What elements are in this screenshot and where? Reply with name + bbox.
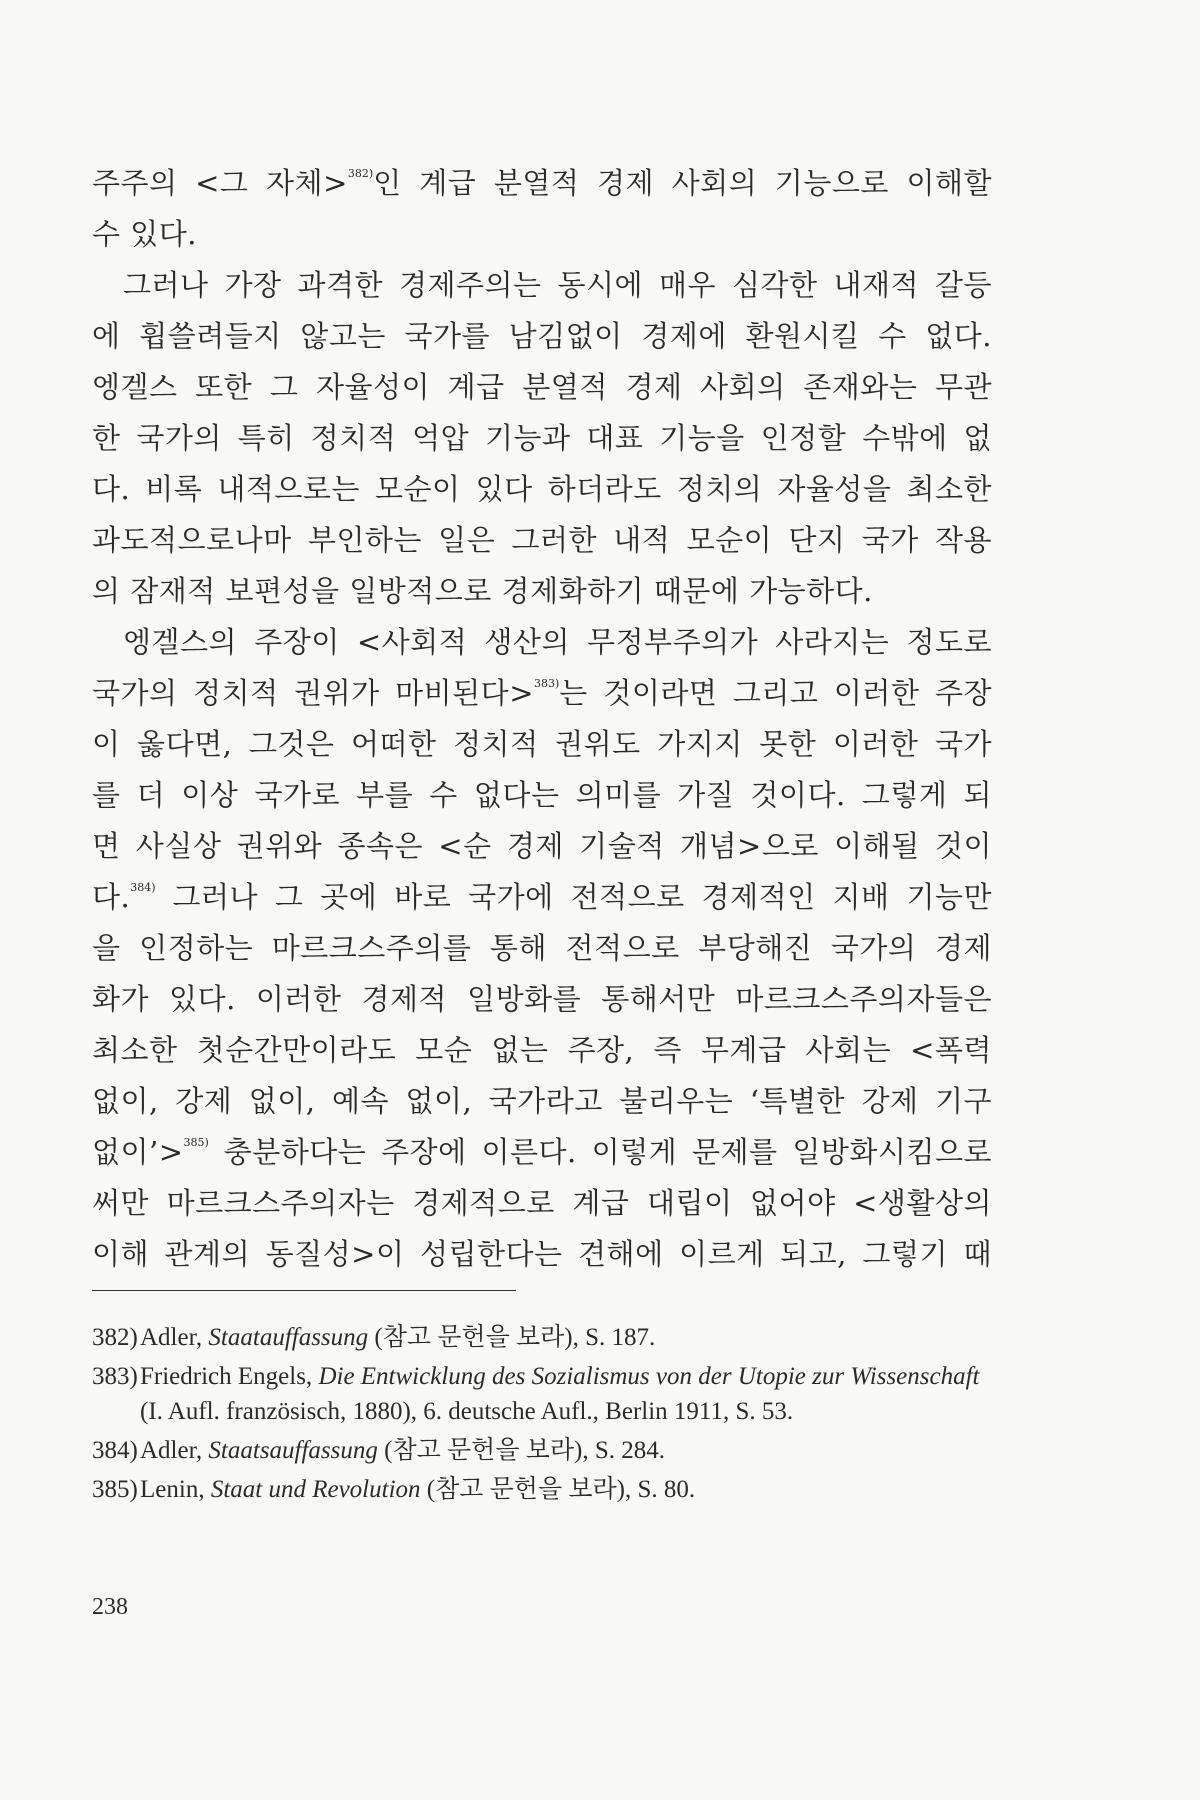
page-number: 238	[92, 1594, 128, 1620]
text-line: 이 옳다면, 그것은 어떠한 정치적 권위도 가지지 못한 이러한 국가	[92, 727, 992, 761]
text-line: 엥겔스 또한 그 자율성이 계급 분열적 경제 사회의 존재와는 무관	[92, 370, 992, 404]
work-title: Staatauffassung	[208, 1324, 369, 1351]
text-line: 에 휩쓸려들지 않고는 국가를 남김없이 경제에 환원시킬 수 없다.	[92, 319, 992, 353]
text-line: 주주의 <그 자체>$^{382)}$인 계급 분열적 경제 사회의 기능으로 이해할	[92, 166, 992, 200]
footnote	[92, 1433, 992, 1468]
work-title: Die Entwicklung des Sozialismus von der Utopie zur Wissenschaft	[318, 1363, 980, 1390]
footnote-number: 385)	[92, 1476, 138, 1503]
text-line: 엥겔스의 주장이 <사회적 생산의 무정부주의가 사라지는 정도로	[123, 625, 992, 659]
footnote	[92, 1359, 992, 1429]
footnote-text: Adler, Staatauffassung (참고 문헌을 보라), S. 187.	[140, 1324, 656, 1351]
footnote-divider	[92, 1290, 516, 1291]
footnote	[92, 1320, 992, 1355]
work-title: Staatsauffassung	[208, 1437, 378, 1464]
footnote-ref[interactable]: 384)	[130, 881, 156, 894]
text-line: 이해 관계의 동질성>이 성립한다는 견해에 이르게 되고, 그렇기 때	[92, 1237, 992, 1271]
footnotes	[92, 1320, 992, 1511]
footnote-text: Lenin, Staat und Revolution (참고 문헌을 보라), S. 80.	[140, 1476, 696, 1503]
text-line: 한 국가의 특히 정치적 억압 기능과 대표 기능을 인정할 수밖에 없	[92, 421, 992, 455]
paragraph	[92, 260, 992, 617]
text-line: 면 사실상 권위와 종속은 <순 경제 기술적 개념>으로 이해될 것이	[92, 829, 992, 863]
text-line: 그러나 가장 과격한 경제주의는 동시에 매우 심각한 내재적 갈등	[123, 268, 992, 302]
footnote-text: Adler, Staatsauffassung (참고 문헌을 보라), S. 284.	[140, 1437, 666, 1464]
text-line: 화가 있다. 이러한 경제적 일방화를 통해서만 마르크스주의자들은	[92, 982, 992, 1016]
paragraph	[92, 158, 992, 260]
footnote-ref[interactable]: 383)	[534, 677, 560, 690]
footnote-text: Friedrich Engels, Die Entwicklung des Sozialismus von der Utopie zur Wissenschaft (I. Aufl. französisch, 1880), 6. deutsche Aufl., Berlin 1911, S. 53.	[140, 1363, 980, 1425]
footnote-number: 382)	[92, 1324, 138, 1351]
footnote-number: 383)	[92, 1363, 138, 1390]
text-line: 을 인정하는 마르크스주의를 통해 전적으로 부당해진 국가의 경제	[92, 931, 992, 965]
text-line: 다.$^{384)}$ 그러나 그 곳에 바로 국가에 전적으로 경제적인 지배 기능만	[92, 880, 992, 914]
footnote	[92, 1472, 992, 1507]
text-line: 수 있다.	[92, 217, 197, 251]
text-line: 과도적으로나마 부인하는 일은 그러한 내적 모순이 단지 국가 작용	[92, 523, 992, 557]
text-line: 최소한 첫순간만이라도 모순 없는 주장, 즉 무계급 사회는 <폭력	[92, 1033, 992, 1067]
footnote-number: 384)	[92, 1437, 138, 1464]
work-title: Staat und Revolution	[210, 1476, 421, 1503]
text-line: 없이, 강제 없이, 예속 없이, 국가라고 불리우는 ‘특별한 강제 기구	[92, 1084, 992, 1118]
footnote-ref[interactable]: 382)	[347, 167, 374, 180]
body-text	[92, 158, 992, 1280]
paragraph	[92, 617, 992, 1280]
text-line: 써만 마르크스주의자는 경제적으로 계급 대립이 없어야 <생활상의	[92, 1186, 992, 1220]
text-line: 의 잠재적 보편성을 일방적으로 경제화하기 때문에 가능하다.	[92, 574, 873, 608]
text-line: 없이’>$^{385)}$ 충분하다는 주장에 이른다. 이렇게 문제를 일방화시킴으로	[92, 1135, 992, 1169]
text-line: 다. 비록 내적으로는 모순이 있다 하더라도 정치의 자율성을 최소한	[92, 472, 992, 506]
footnote-ref[interactable]: 385)	[183, 1136, 209, 1149]
text-line: 국가의 정치적 권위가 마비된다>$^{383)}$는 것이라면 그리고 이러한 주장	[92, 676, 992, 710]
text-line: 를 더 이상 국가로 부를 수 없다는 의미를 가질 것이다. 그렇게 되	[92, 778, 992, 812]
